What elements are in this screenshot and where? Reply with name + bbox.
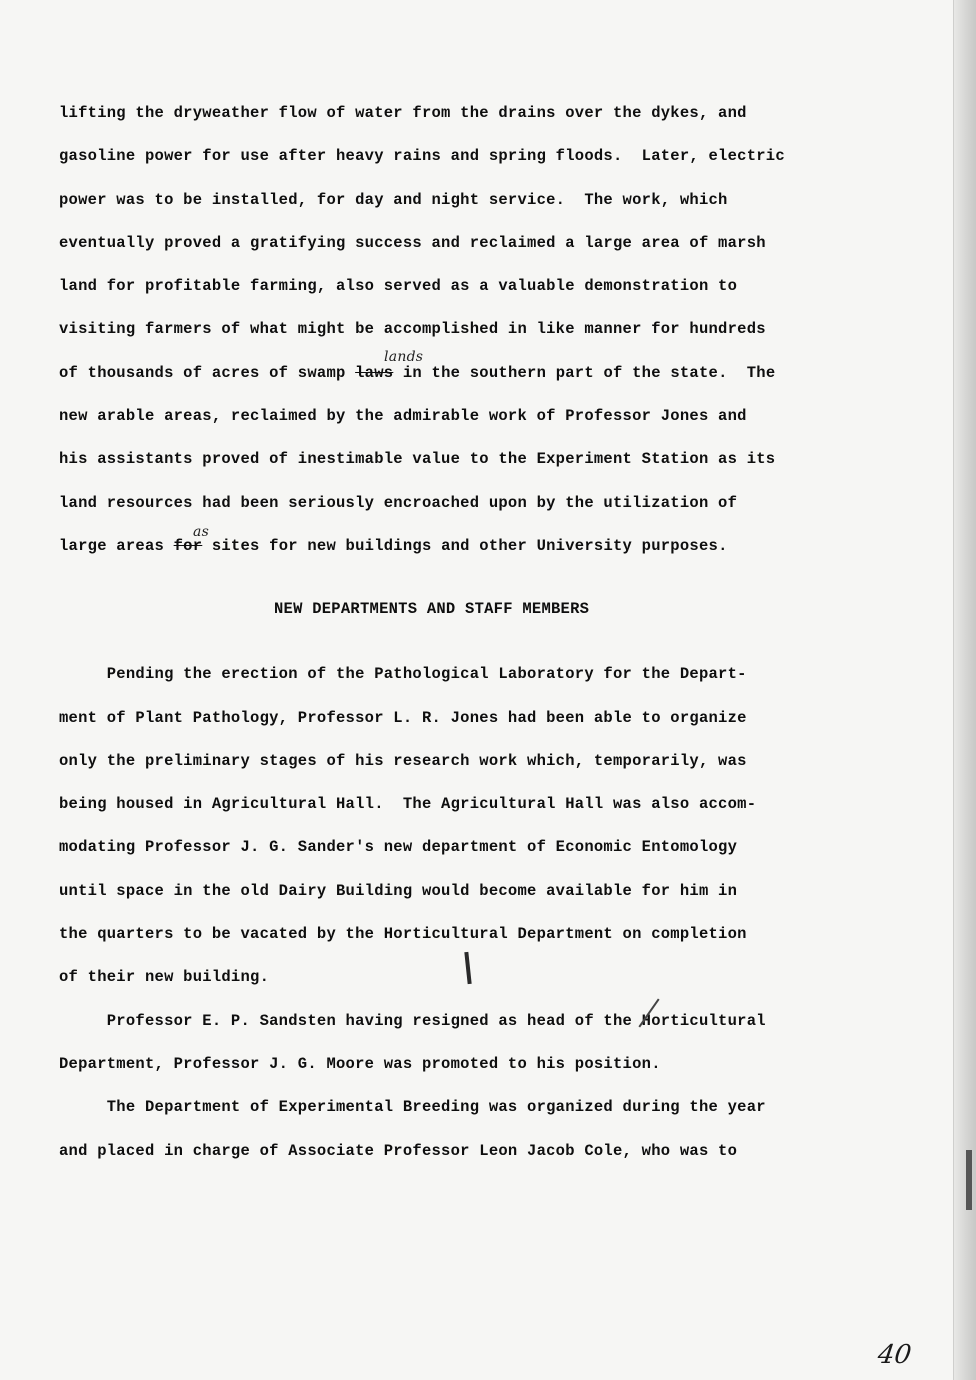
text-line: only the preliminary stages of his research work which, temporarily, was <box>59 751 747 770</box>
text-line: of their new building. <box>59 968 270 987</box>
page-edge <box>953 0 976 1380</box>
section-heading: NEW DEPARTMENTS AND STAFF MEMBERS <box>274 600 590 619</box>
edge-mark <box>966 1150 972 1210</box>
text-line: The Department of Experimental Breeding was organized during the year <box>59 1098 766 1117</box>
text-line-with-correction <box>59 348 859 403</box>
struck-word: for <box>173 536 203 555</box>
text-segment: of thousands of acres of swamp <box>59 363 356 382</box>
text-segment: in the southern part of the state. The <box>393 363 776 382</box>
text-line: until space in the old Dairy Building would become available for him in <box>59 881 738 900</box>
text-line: land resources had been seriously encroached upon by the utilization of <box>59 493 738 512</box>
text-line: visiting farmers of what might be accomplished in like manner for hundreds <box>59 320 766 339</box>
text-line: and placed in charge of Associate Professor Leon Jacob Cole, who was to <box>59 1141 738 1160</box>
handwritten-correction: lands <box>384 348 424 365</box>
text-line: Professor E. P. Sandsten having resigned as head of the Horticultural <box>59 1011 766 1030</box>
text-line: land for profitable farming, also served as a valuable demonstration to <box>59 277 738 296</box>
text-line: Department, Professor J. G. Moore was promoted to his position. <box>59 1054 661 1073</box>
text-line: lifting the dryweather flow of water from the drains over the dykes, and <box>59 104 747 122</box>
struck-word: laws <box>355 363 394 382</box>
text-line-with-correction <box>59 523 859 576</box>
text-line: ment of Plant Pathology, Professor L. R. Jones had been able to organize <box>59 708 747 727</box>
handwritten-page-number: 40 <box>875 1340 914 1370</box>
text-line: eventually proved a gratifying success and reclaimed a large area of marsh <box>59 233 766 252</box>
text-segment: sites for new buildings and other University purposes. <box>202 536 728 555</box>
text-line: Pending the erection of the Pathological Laboratory for the Depart- <box>59 665 747 684</box>
text-line: power was to be installed, for day and night service. The work, which <box>59 190 728 209</box>
text-line: modating Professor J. G. Sander's new department of Economic Entomology <box>59 838 738 857</box>
text-line: gasoline power for use after heavy rains and spring floods. Later, electric <box>59 147 785 166</box>
handwritten-correction: as <box>193 523 210 540</box>
text-line: new arable areas, reclaimed by the admirable work of Professor Jones and <box>59 407 747 426</box>
text-line: his assistants proved of inestimable value to the Experiment Station as its <box>59 450 776 469</box>
text-segment: large areas <box>59 536 174 555</box>
text-line: being housed in Agricultural Hall. The Agricultural Hall was also accom- <box>59 795 757 814</box>
typed-text-block <box>59 100 859 1181</box>
text-line: the quarters to be vacated by the Horticultural Department on completion <box>59 925 747 944</box>
